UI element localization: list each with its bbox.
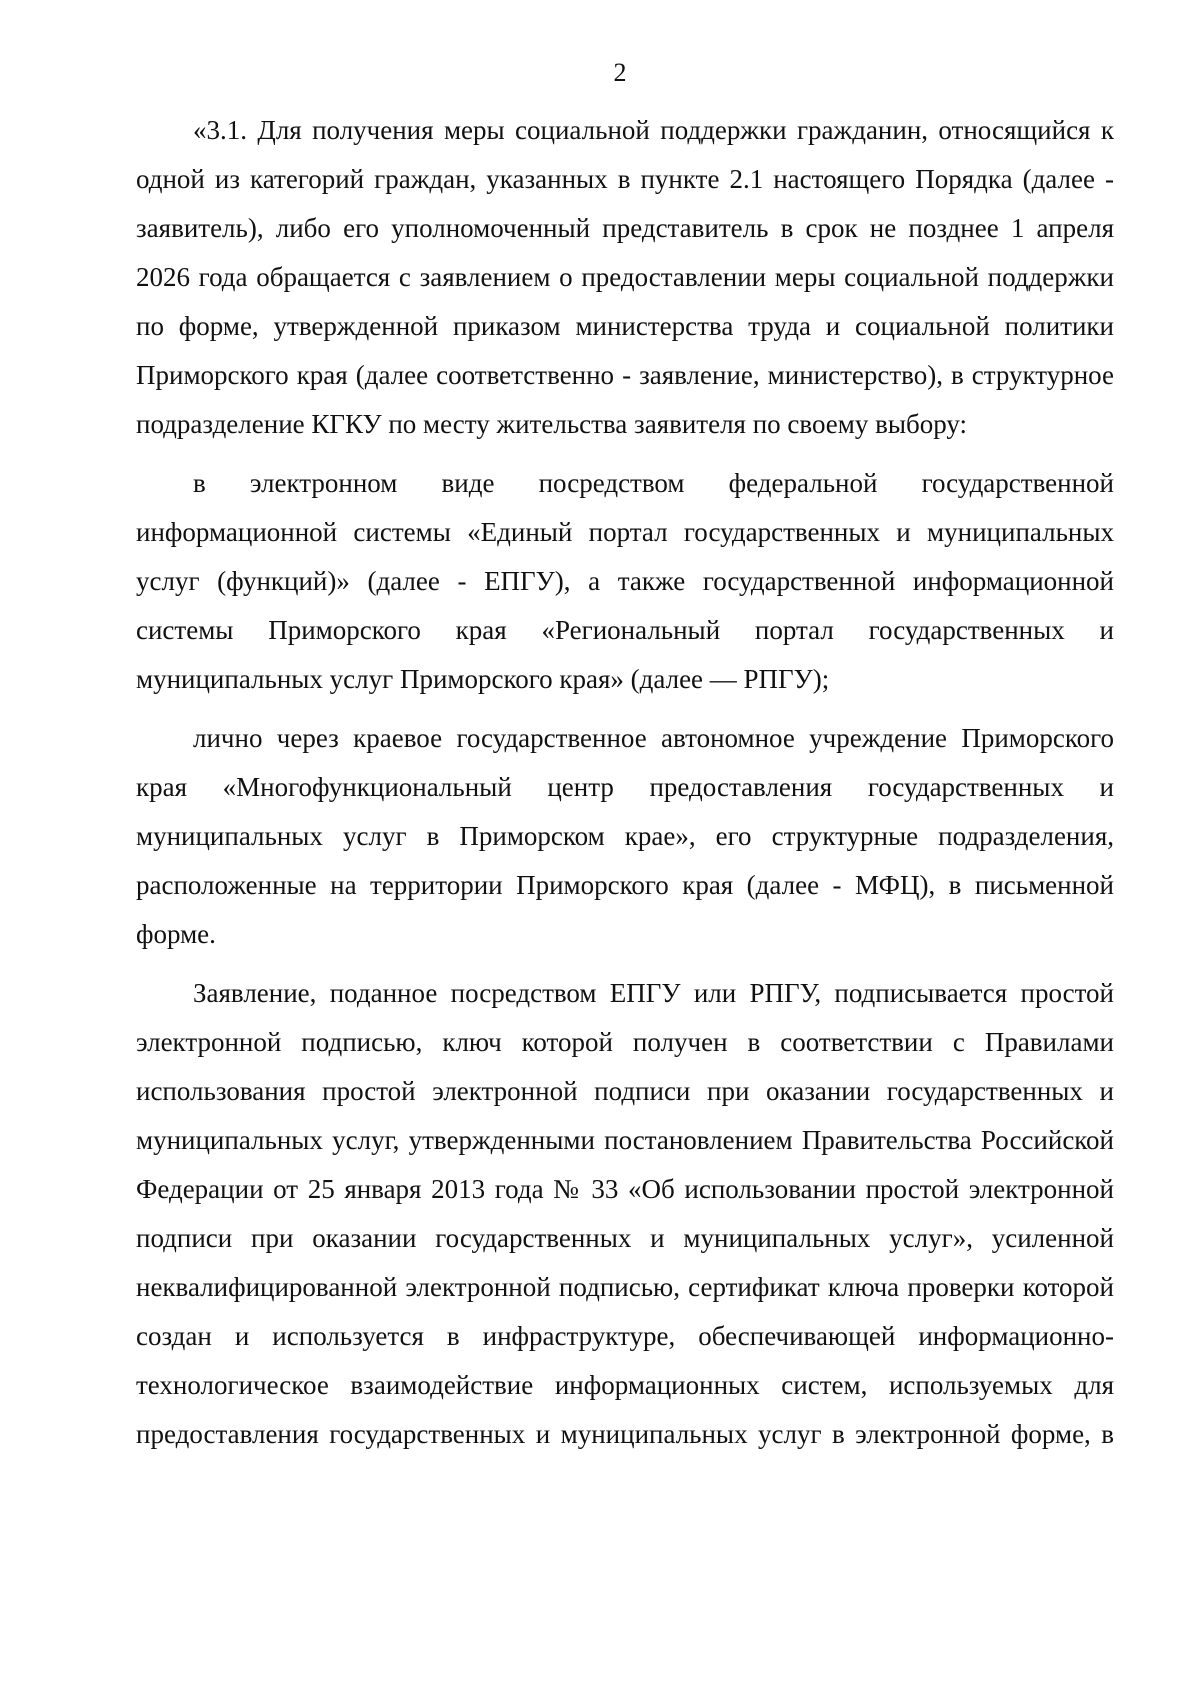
document-body bbox=[136, 106, 1114, 1459]
paragraph-electronic-submission: в электронном виде посредством федеральной государственной информационной системы «Единый портал государственных и муниципальных услуг (функций)» (далее - ЕПГУ), а также государственной информационной системы Приморского края «Региональный портал государственных и муниципальных услуг Приморского края» (далее — РПГУ); bbox=[136, 468, 1114, 694]
page-number: 2 bbox=[613, 58, 627, 87]
paragraph-3-1: «3.1. Для получения меры социальной поддержки гражданин, относящийся к одной из категорий граждан, указанных в пункте 2.1 настоящего Порядка (далее - заявитель), либо его уполномоченный представитель в срок не позднее 1 апреля 2026 года обращается с заявлением о предоставлении меры социальной поддержки по форме, утвержденной приказом министерства труда и социальной политики Приморского края (далее соответственно - заявление, министерство), в структурное подразделение КГКУ по месту жительства заявителя по своему выбору: bbox=[136, 115, 1114, 439]
paragraph-electronic-signature: Заявление, поданное посредством ЕПГУ или РПГУ, подписывается простой электронной подписью, ключ которой получен в соответствии с Правилами использования простой электронной подписи при оказании государственных и муниципальных услуг, утвержденными постановлением Правительства Российской Федерации от 25 января 2013 года № 33 «Об использовании простой электронной подписи при оказании государственных и муниципальных услуг», усиленной неквалифицированной электронной подписью, сертификат ключа проверки которой создан и используется в инфраструктуре, обеспечивающей информационно-технологическое взаимодействие информационных систем, используемых для предоставления государственных и муниципальных услуг в электронной форме, в bbox=[136, 978, 1114, 1449]
paragraph-in-person-submission: лично через краевое государственное автономное учреждение Приморского края «Многофункциональный центр предоставления государственных и муниципальных услуг в Приморском крае», его структурные подразделения, расположенные на территории Приморского края (далее - МФЦ), в письменной форме. bbox=[136, 723, 1114, 949]
